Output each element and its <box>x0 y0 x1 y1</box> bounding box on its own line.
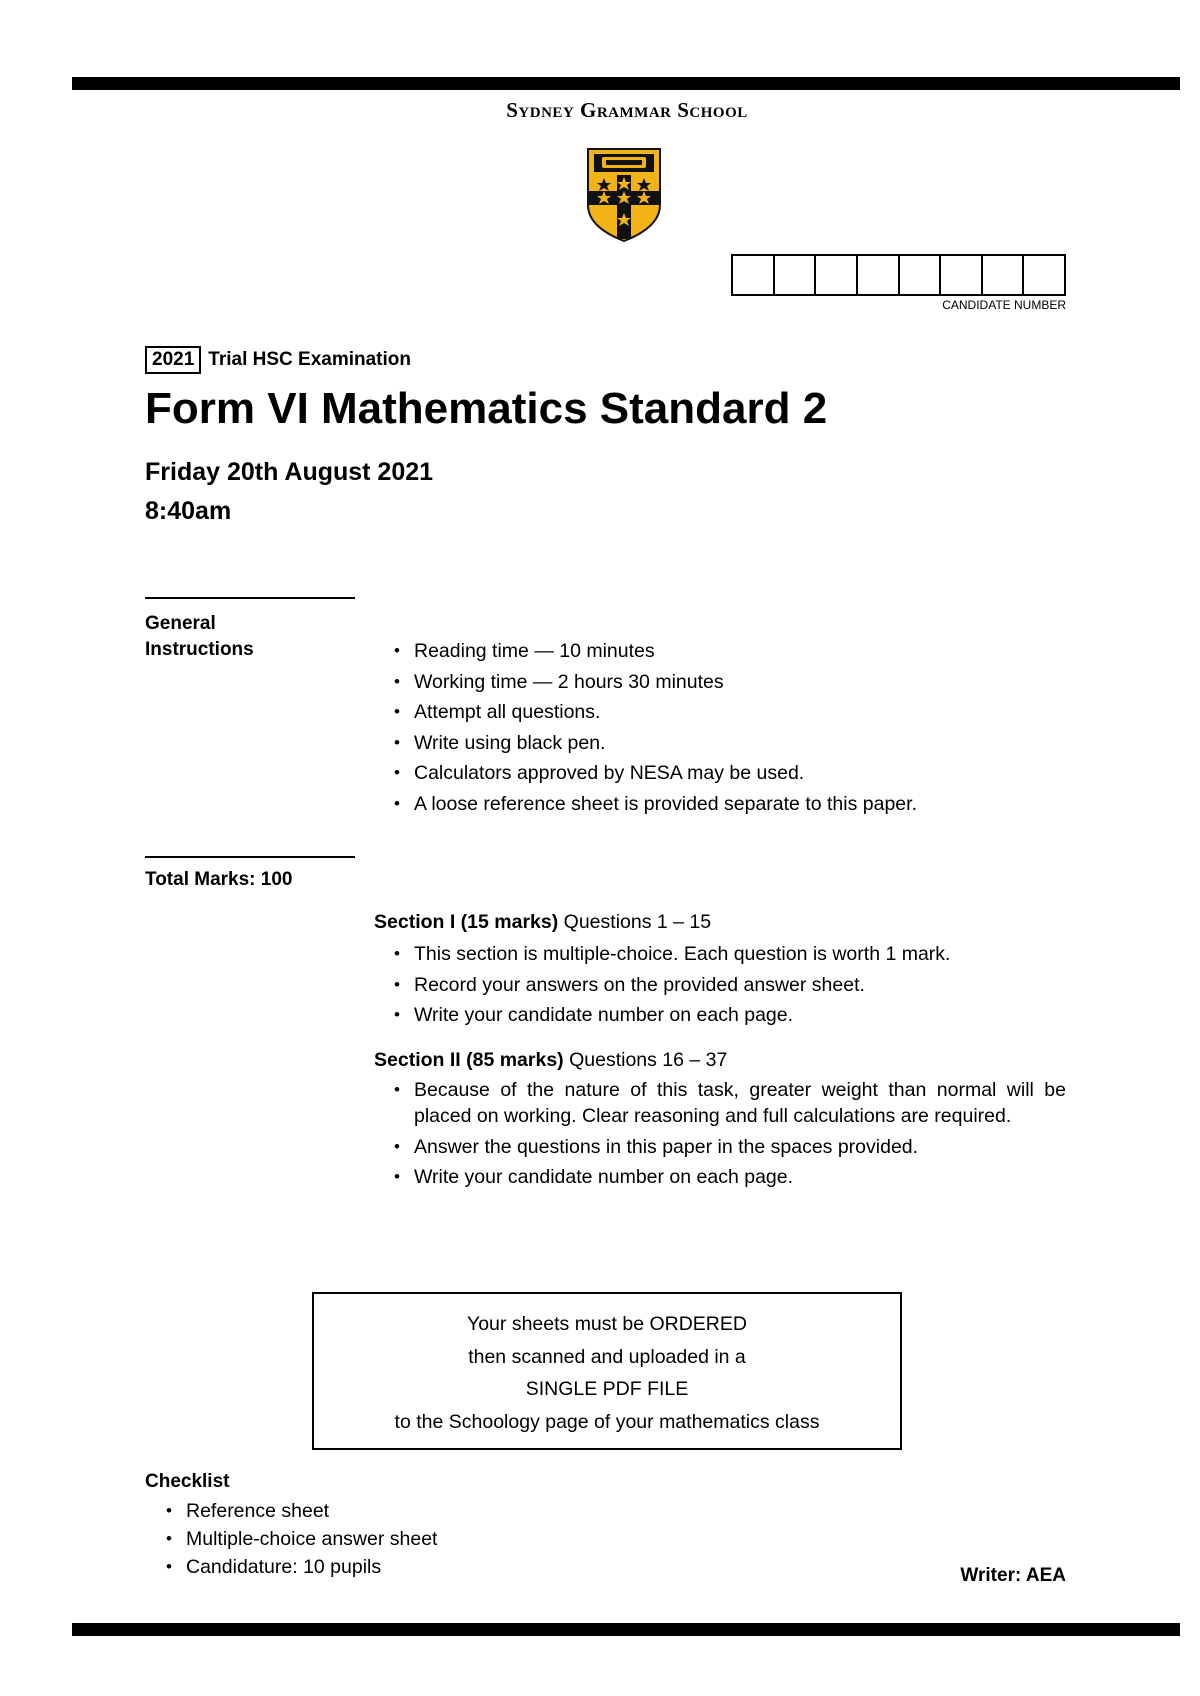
writer-credit: Writer: AEA <box>960 1565 1066 1586</box>
candidate-number-box[interactable] <box>858 256 900 294</box>
bottom-rule <box>72 1623 1180 1636</box>
section1-title: Section I (15 marks) <box>374 911 559 933</box>
section2-list <box>390 1077 1066 1195</box>
exam-time: 8:40am <box>145 497 232 525</box>
general-instructions-heading-line1: General <box>145 613 216 634</box>
exam-year-badge: 2021 <box>145 346 201 374</box>
total-marks-rule <box>145 856 355 858</box>
candidate-number-box[interactable] <box>983 256 1025 294</box>
school-crest-icon <box>584 147 664 243</box>
candidate-number-box[interactable] <box>900 256 942 294</box>
list-item: • A loose reference sheet is provided separate to this paper. <box>390 789 1070 820</box>
checklist <box>162 1497 437 1581</box>
exam-type-line <box>145 346 411 374</box>
upload-notice-box <box>312 1292 902 1450</box>
candidate-number-boxes[interactable] <box>731 254 1066 296</box>
exam-date: Friday 20th August 2021 <box>145 458 434 486</box>
candidate-number-label: CANDIDATE NUMBER <box>942 298 1066 312</box>
notice-line: to the Schoology page of your mathematics class <box>394 1410 820 1433</box>
candidate-number-box[interactable] <box>941 256 983 294</box>
section1-list <box>390 939 1070 1031</box>
list-item: • Working time — 2 hours 30 minutes <box>390 667 1070 698</box>
checklist-item: • Multiple-choice answer sheet <box>162 1525 437 1553</box>
general-instructions-heading <box>145 611 254 663</box>
section1-heading <box>374 911 711 934</box>
list-item: • Answer the questions in this paper in the spaces provided. <box>390 1134 1066 1160</box>
notice-line: then scanned and uploaded in a <box>468 1345 746 1368</box>
notice-line: Your sheets must be ORDERED <box>467 1313 747 1335</box>
candidate-number-box[interactable] <box>733 256 775 294</box>
section2-heading <box>374 1049 727 1072</box>
general-instructions-heading-line2: Instructions <box>145 639 254 660</box>
checklist-item: • Reference sheet <box>162 1497 437 1525</box>
top-rule <box>72 77 1180 90</box>
general-instructions-rule <box>145 597 355 599</box>
section2-title: Section II (85 marks) <box>374 1049 564 1071</box>
notice-line: SINGLE PDF FILE <box>525 1378 689 1400</box>
list-item: • Write using black pen. <box>390 728 1070 759</box>
page-title: Form VI Mathematics Standard 2 <box>145 384 828 433</box>
general-instructions-list <box>390 636 1070 819</box>
list-item: • Write your candidate number on each page. <box>390 1164 1066 1190</box>
section1-questions: Questions 1 – 15 <box>563 911 712 933</box>
total-marks: Total Marks: 100 <box>145 869 293 890</box>
list-item: • Record your answers on the provided answer sheet. <box>390 970 1070 1001</box>
list-item: • Calculators approved by NESA may be used. <box>390 758 1070 789</box>
candidate-number-box[interactable] <box>775 256 817 294</box>
list-item: • This section is multiple-choice. Each question is worth 1 mark. <box>390 939 1070 970</box>
candidate-number-box[interactable] <box>1024 256 1064 294</box>
list-item: • Reading time — 10 minutes <box>390 636 1070 667</box>
section2-questions: Questions 16 – 37 <box>569 1049 728 1071</box>
school-name: Sydney Grammar School <box>506 98 748 122</box>
list-item: • Attempt all questions. <box>390 697 1070 728</box>
list-item: • Because of the nature of this task, greater weight than normal will be placed on working. Clear reasoning and full calculations are required. <box>390 1077 1066 1129</box>
checklist-heading: Checklist <box>145 1471 230 1492</box>
candidate-number-box[interactable] <box>816 256 858 294</box>
list-item: • Write your candidate number on each page. <box>390 1000 1070 1031</box>
checklist-item: • Candidature: 10 pupils <box>162 1553 437 1581</box>
exam-type: Trial HSC Examination <box>208 349 412 370</box>
